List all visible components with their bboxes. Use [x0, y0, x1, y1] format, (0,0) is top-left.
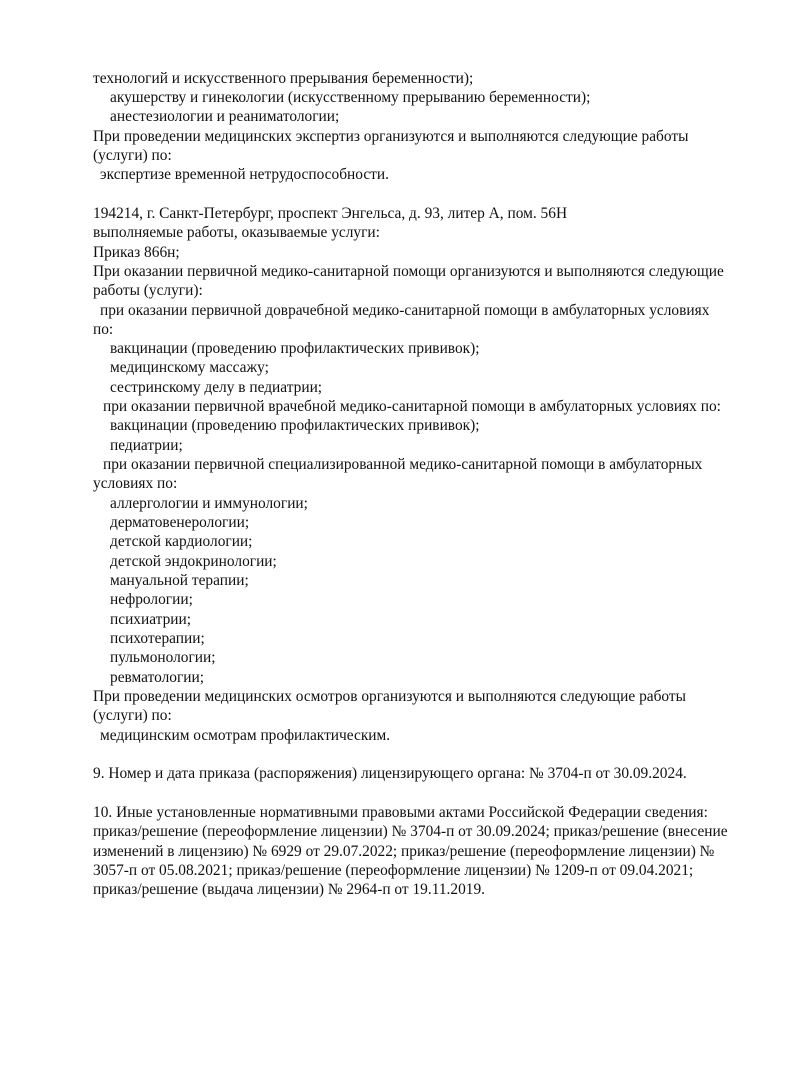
text-line: экспертизе временной нетрудоспособности.	[100, 166, 389, 183]
text-line: приказ/решение (переоформление лицензии) № 3704-п от 30.09.2024; приказ/решение (внесение	[93, 823, 728, 840]
text-line: при оказании первичной врачебной медико-санитарной помощи в амбулаторных условиях по:	[103, 398, 721, 415]
text-line: акушерству и гинекологии (искусственному прерыванию беременности);	[110, 89, 591, 106]
text-line: 3057-п от 05.08.2021; приказ/решение (переоформление лицензии) № 1209-п от 09.04.2021;	[93, 862, 694, 879]
text-line: технологий и искусственного прерывания беременности);	[93, 70, 474, 87]
text-line: медицинским осмотрам профилактическим.	[100, 727, 391, 744]
text-line: при оказании первичной специализированной медико-санитарной помощи в амбулаторных	[103, 456, 703, 473]
text-line: изменений в лицензию) № 6929 от 29.07.2022; приказ/решение (переоформление лицензии) №	[93, 843, 715, 860]
text-line: работы (услуги):	[93, 282, 203, 299]
text-line: мануальной терапии;	[110, 572, 249, 589]
text-line: дерматовенерологии;	[110, 514, 250, 531]
text-line: вакцинации (проведению профилактических прививок);	[110, 340, 480, 357]
text-line: При проведении медицинских осмотров организуются и выполняются следующие работы	[93, 688, 686, 705]
text-line: приказ/решение (выдача лицензии) № 2964-п от 19.11.2019.	[93, 881, 486, 898]
text-line: условиях по:	[93, 475, 178, 492]
text-line: медицинскому массажу;	[110, 359, 269, 376]
text-line: детской эндокринологии;	[110, 553, 277, 570]
section-9-line: 9. Номер и дата приказа (распоряжения) лицензирующего органа: № 3704-п от 30.09.2024.	[93, 765, 687, 782]
text-line: по:	[93, 321, 114, 338]
text-line: аллергологии и иммунологии;	[110, 495, 308, 512]
text-line: психотерапии;	[110, 630, 205, 647]
text-line: Приказ 866н;	[93, 244, 180, 261]
text-line: (услуги) по:	[93, 707, 172, 724]
text-line: При проведении медицинских экспертиз организуются и выполняются следующие работы	[93, 128, 689, 145]
text-line: детской кардиологии;	[110, 533, 253, 550]
text-line: нефрологии;	[110, 591, 193, 608]
text-line: пульмонологии;	[110, 649, 216, 666]
text-line: При оказании первичной медико-санитарной помощи организуются и выполняются следующие	[93, 263, 724, 280]
section-10-line: 10. Иные установленные нормативными правовыми актами Российской Федерации сведения:	[93, 804, 708, 821]
text-line: выполняемые работы, оказываемые услуги:	[93, 224, 380, 241]
text-line: педиатрии;	[110, 437, 183, 454]
text-line: психиатрии;	[110, 611, 192, 628]
text-line: анестезиологии и реаниматологии;	[110, 108, 340, 125]
text-line: сестринскому делу в педиатрии;	[110, 379, 323, 396]
text-line: ревматологии;	[110, 669, 205, 686]
text-line: при оказании первичной доврачебной медико-санитарной помощи в амбулаторных условиях	[100, 302, 710, 319]
text-line: вакцинации (проведению профилактических прививок);	[110, 417, 480, 434]
text-line: (услуги) по:	[93, 147, 172, 164]
address-line: 194214, г. Санкт-Петербург, проспект Энгельса, д. 93, литер А, пом. 56Н	[93, 205, 568, 222]
